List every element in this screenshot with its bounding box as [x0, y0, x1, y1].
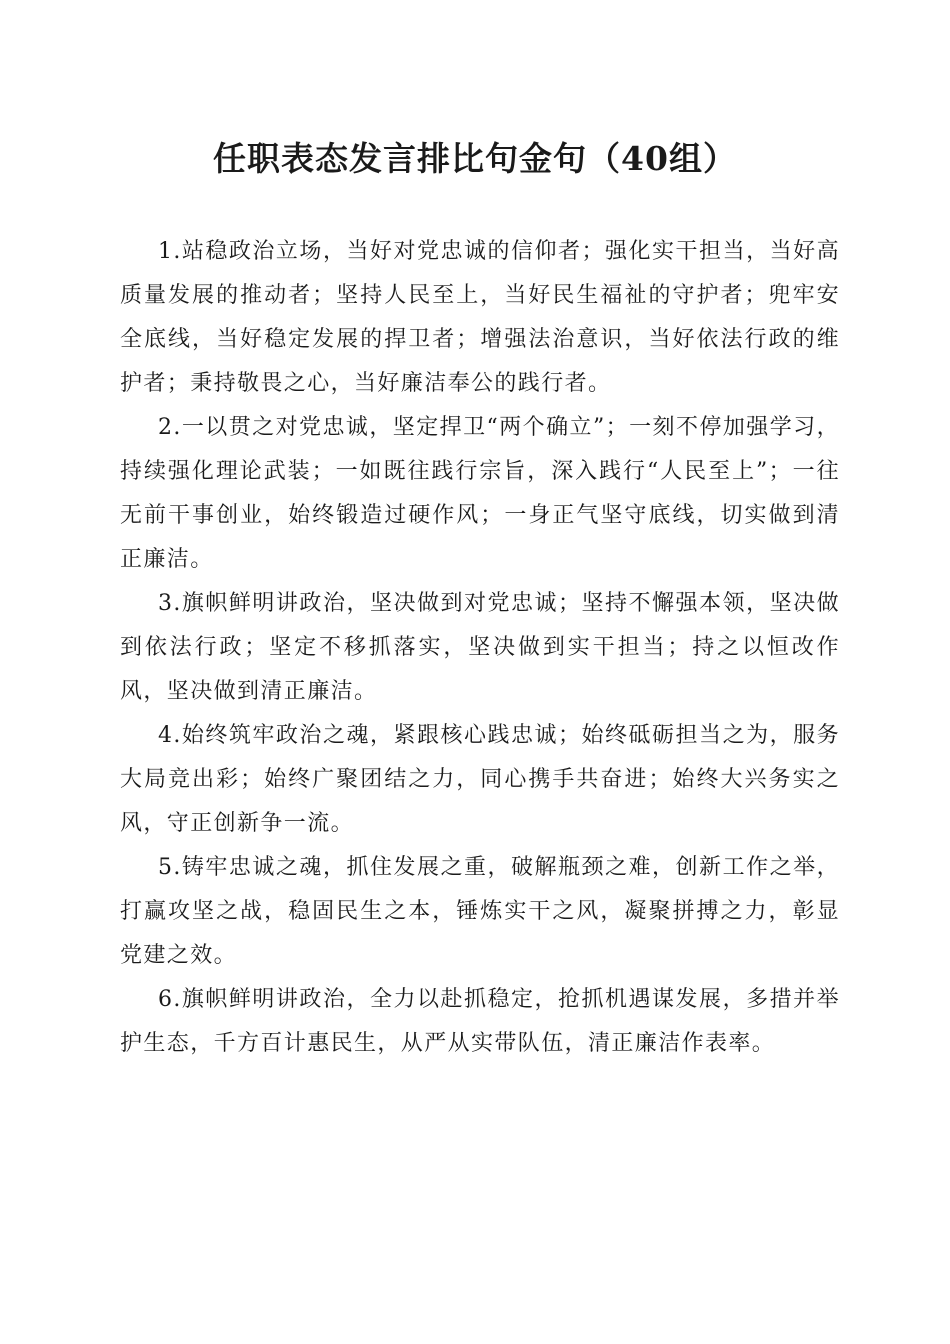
paragraph-3: 3.旗帜鲜明讲政治，坚决做到对党忠诚；坚持不懈强本领，坚决做到依法行政；坚定不移抓落实，坚决做到实干担当；持之以恒改作风，坚决做到清正廉洁。: [120, 591, 840, 704]
document-title: 任职表态发言排比句金句（40组）: [213, 139, 737, 178]
paragraph-4: 4.始终筑牢政治之魂，紧跟核心践忠诚；始终砥砺担当之为，服务大局竞出彩；始终广聚团结之力，同心携手共奋进；始终大兴务实之风，守正创新争一流。: [120, 723, 840, 836]
document-body: [120, 230, 840, 1066]
paragraph-1: 1.站稳政治立场，当好对党忠诚的信仰者；强化实干担当，当好高质量发展的推动者；坚持人民至上，当好民生福祉的守护者；兜牢安全底线，当好稳定发展的捍卫者；增强法治意识，当好依法行政的维护者；秉持敬畏之心，当好廉洁奉公的践行者。: [120, 239, 840, 396]
paragraph-2: 2.一以贯之对党忠诚，坚定捍卫“两个确立”；一刻不停加强学习，持续强化理论武装；一如既往践行宗旨，深入践行“人民至上”；一往无前干事创业，始终锻造过硬作风；一身正气坚守底线，切实做到清正廉洁。: [120, 415, 840, 572]
paragraph-5: 5.铸牢忠诚之魂，抓住发展之重，破解瓶颈之难，创新工作之举，打赢攻坚之战，稳固民生之本，锤炼实干之风，凝聚拼搏之力，彰显党建之效。: [120, 855, 840, 968]
paragraph-6: 6.旗帜鲜明讲政治，全力以赴抓稳定，抢抓机遇谋发展，多措并举护生态，千方百计惠民生，从严从实带队伍，清正廉洁作表率。: [120, 987, 840, 1056]
